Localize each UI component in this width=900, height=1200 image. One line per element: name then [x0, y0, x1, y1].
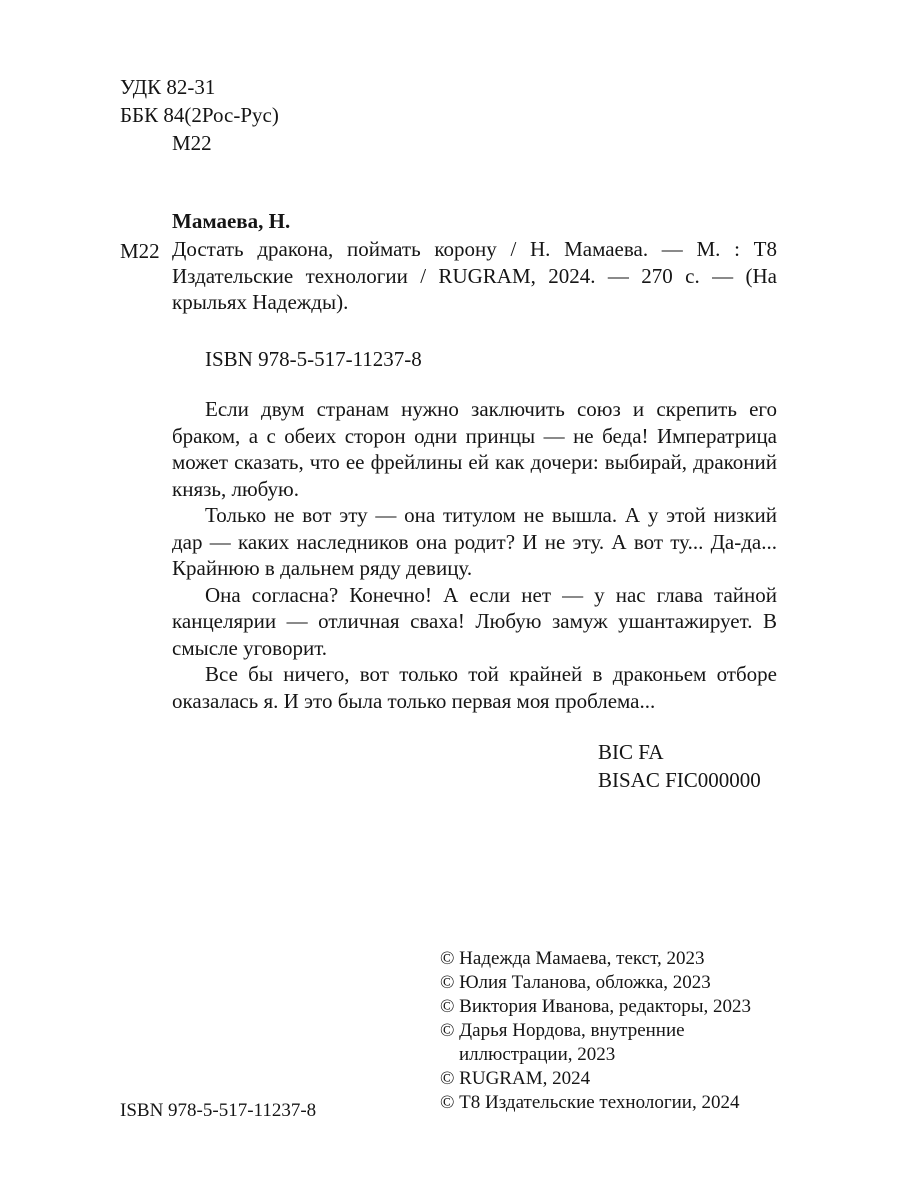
- copyright-line: © Надежда Мамаева, текст, 2023: [440, 948, 705, 969]
- copyright-line: © RUGRAM, 2024: [440, 1068, 591, 1089]
- subject-codes: [598, 738, 761, 794]
- copyright-line: © Виктория Иванова, редакторы, 2023: [440, 996, 751, 1017]
- annotation-paragraph: Она согласна? Конечно! А если нет — у нас глава тайной канцелярии — отличная сваха! Любую замуж ушантажирует. В смысле уговорит.: [172, 582, 777, 660]
- bic-code: BIC FA: [598, 740, 664, 764]
- bibliographic-description: Достать дракона, поймать корону / Н. Мамаева. — М. : Т8 Издательские технологии / RUGRAM, 2024. — 270 с. — (На крыльях Надежды).: [172, 237, 777, 314]
- copyright-line: © Юлия Таланова, обложка, 2023: [440, 972, 711, 993]
- annotation: [172, 396, 777, 714]
- copyright-line: © Т8 Издательские технологии, 2024: [440, 1092, 740, 1113]
- copyright-notices: [440, 947, 790, 1115]
- isbn-bottom: ISBN 978-5-517-11237-8: [120, 1100, 317, 1121]
- author-heading: Мамаева, Н.: [172, 209, 291, 233]
- bbk-code: ББК 84(2Рос-Рус): [120, 103, 279, 127]
- copyright-line: © Дарья Нордова, внутренние иллюстрации, 2023: [440, 1020, 685, 1065]
- bibliographic-mark: М22: [120, 239, 160, 263]
- annotation-paragraph: Если двум странам нужно заключить союз и скрепить его браком, а с обеих сторон одни принцы — не беда! Императрица может сказать, что ее фрейлины ей как дочери: выбирай, драконий князь, любую.: [172, 397, 777, 501]
- author-mark: М22: [172, 131, 212, 155]
- annotation-paragraph: Только не вот эту — она титулом не вышла. А у этой низкий дар — каких наследников она родит? И не эту. А вот ту... Да-да... Крайнюю в дальнем ряду девицу.: [172, 503, 777, 580]
- udk-code: УДК 82-31: [120, 75, 216, 99]
- annotation-paragraph: Все бы ничего, вот только той крайней в драконьем отборе оказалась я. И это была только первая моя проблема...: [172, 662, 777, 713]
- isbn-top: ISBN 978-5-517-11237-8: [205, 347, 422, 371]
- bisac-code: BISAC FIC000000: [598, 768, 761, 792]
